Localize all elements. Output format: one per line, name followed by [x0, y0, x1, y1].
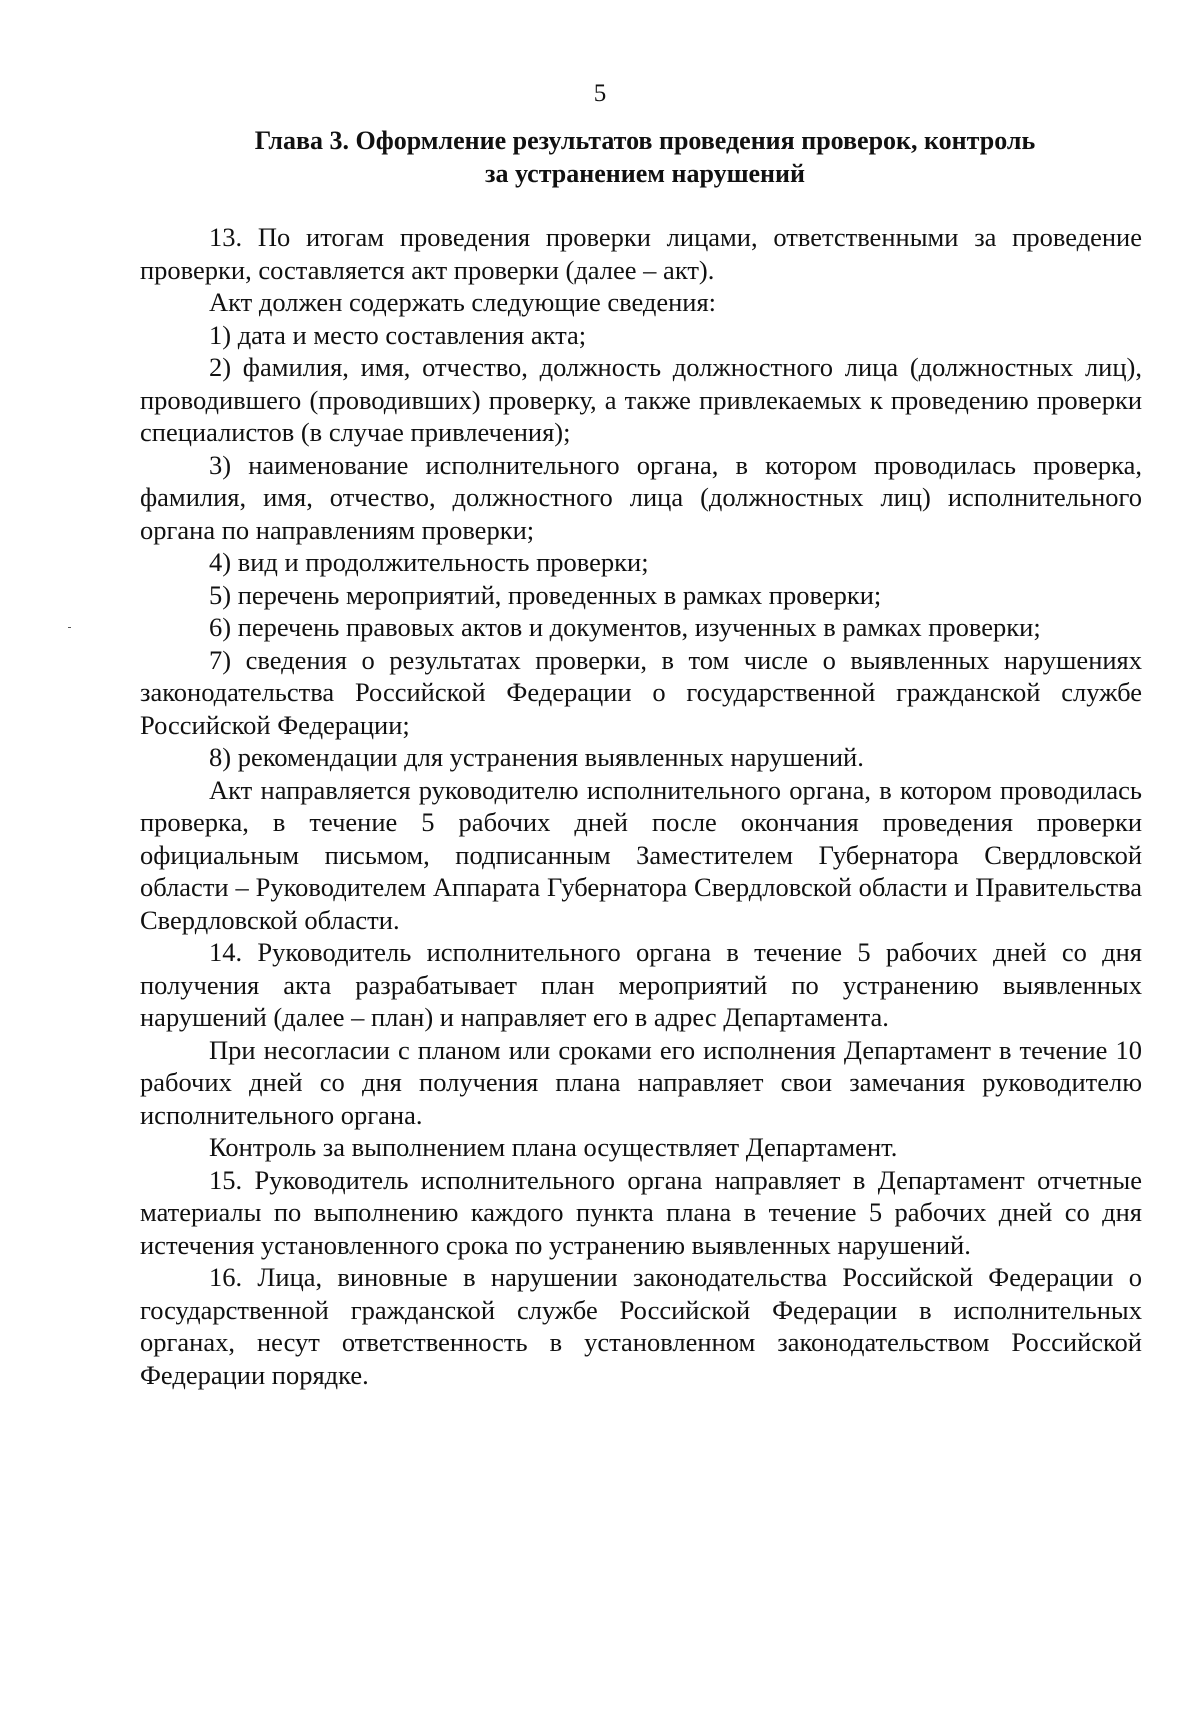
list-item-4: 4) вид и продолжительность проверки;: [209, 547, 649, 577]
scan-speck: [68, 627, 71, 628]
page-number: 5: [593, 80, 607, 107]
paragraph-16: 16. Лица, виновные в нарушении законодательства Российской Федерации о государственной гражданской службе Российской Федерации в исполнительных органах, несут ответственность в установленном законодательством Российской Федерации порядке.: [140, 1262, 1142, 1390]
list-item-6: 6) перечень правовых актов и документов, изученных в рамках проверки;: [209, 612, 1041, 642]
paragraph-disagreement: При несогласии с планом или сроками его исполнения Департамент в течение 10 рабочих дней со дня получения плана направляет свои замечания руководителю исполнительного органа.: [140, 1034, 1142, 1130]
paragraph-14: 14. Руководитель исполнительного органа в течение 5 рабочих дней со дня получения акта разрабатывает план мероприятий по устранению выявленных нарушений (далее – план) и направляет его в адрес Департамента.: [140, 937, 1142, 1032]
list-item-2: 2) фамилия, имя, отчество, должность должностного лица (должностных лиц), проводившего (проводивших) проверку, а также привлекаемых к проведению проверки специалистов (в случае привлечения);: [140, 352, 1142, 447]
list-item-8: 8) рекомендации для устранения выявленных нарушений.: [209, 742, 864, 772]
document-body: [140, 221, 1142, 1391]
chapter-heading-line-1: Глава 3. Оформление результатов проведения проверок, контроль: [254, 126, 1036, 155]
chapter-heading: [140, 124, 1150, 190]
paragraph-13: 13. По итогам проведения проверки лицами, ответственными за проведение проверки, составляется акт проверки (далее – акт).: [140, 222, 1142, 285]
chapter-heading-line-2: за устранением нарушений: [485, 159, 805, 188]
paragraph-act-sending: Акт направляется руководителю исполнительного органа, в котором проводилась проверка, в течение 5 рабочих дней после окончания проведения проверки официальным письмом, подписанным Заместителем Губернатора Свердловской области – Руководителем Аппарата Губернатора Свердловской области и Правительства Свердловской области.: [140, 774, 1142, 935]
list-item-1: 1) дата и место составления акта;: [209, 319, 587, 350]
paragraph-control: Контроль за выполнением плана осуществляет Департамент.: [209, 1132, 898, 1162]
list-item-7: 7) сведения о результатах проверки, в том числе о выявленных нарушениях законодательства Российской Федерации о государственной гражданской службе Российской Федерации;: [140, 644, 1142, 740]
list-item-3: 3) наименование исполнительного органа, в котором проводилась проверка, фамилия, имя, отчество, должностного лица (должностных лиц) исполнительного органа по направлениям проверки;: [140, 449, 1142, 545]
paragraph-act-contents-intro: Акт должен содержать следующие сведения:: [209, 287, 717, 317]
paragraph-15: 15. Руководитель исполнительного органа направляет в Департамент отчетные материалы по выполнению каждого пункта плана в течение 5 рабочих дней со дня истечения установленного срока по устранению выявленных нарушений.: [140, 1164, 1142, 1260]
list-item-5: 5) перечень мероприятий, проведенных в рамках проверки;: [209, 579, 882, 610]
